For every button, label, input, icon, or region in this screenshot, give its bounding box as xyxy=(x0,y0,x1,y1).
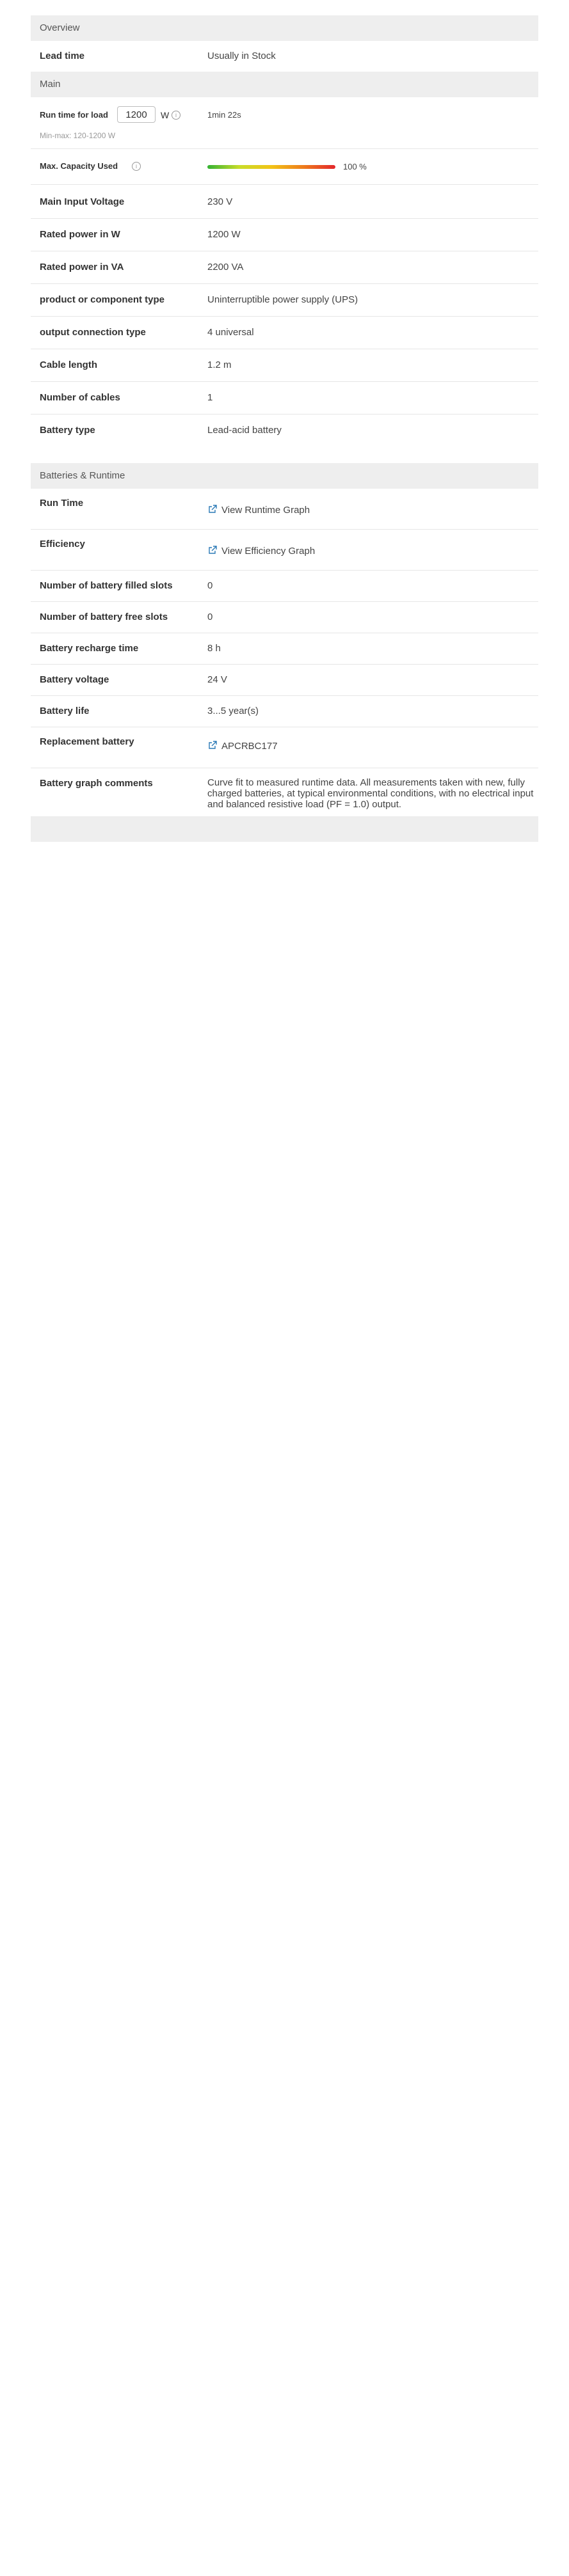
runtime-load-input[interactable] xyxy=(117,106,156,123)
spec-value: Usually in Stock xyxy=(207,51,276,61)
spec-label: Battery life xyxy=(40,706,90,716)
spec-row xyxy=(31,415,538,446)
external-link-icon xyxy=(207,504,218,514)
spec-label: Number of cables xyxy=(40,392,120,403)
spec-row xyxy=(31,382,538,414)
spec-value: 0 xyxy=(207,580,213,591)
divider xyxy=(31,148,538,149)
spec-label: Number of battery free slots xyxy=(40,612,168,622)
spec-row xyxy=(31,284,538,316)
spec-value: 230 V xyxy=(207,196,233,207)
runtime-result: 1min 22s xyxy=(207,110,241,120)
runtime-minmax: Min-max: 120-1200 W xyxy=(40,131,116,140)
spec-row-run-time xyxy=(31,489,538,529)
spec-row xyxy=(31,349,538,381)
spec-value: 1.2 m xyxy=(207,360,232,370)
spec-row xyxy=(31,317,538,349)
spec-value: 3...5 year(s) xyxy=(207,706,259,716)
spec-value: 4 universal xyxy=(207,327,254,338)
view-runtime-graph-label: View Runtime Graph xyxy=(221,505,310,516)
runtime-for-load-label: Run time for load xyxy=(40,110,108,120)
spec-label: output connection type xyxy=(40,327,146,338)
section-header-main: Main xyxy=(31,72,538,97)
spec-row xyxy=(31,571,538,601)
spec-value: 0 xyxy=(207,612,213,622)
spec-row xyxy=(31,186,538,218)
spec-label: Number of battery filled slots xyxy=(40,580,173,591)
max-capacity-value: 100 % xyxy=(343,162,367,171)
spec-value: Lead-acid battery xyxy=(207,425,282,436)
spec-row xyxy=(31,251,538,283)
view-efficiency-graph-label: View Efficiency Graph xyxy=(221,546,316,557)
spec-value: 1 xyxy=(207,392,213,403)
external-link-icon xyxy=(207,545,218,555)
spec-label: Efficiency xyxy=(40,539,85,549)
capacity-bar xyxy=(207,165,335,169)
max-capacity-label: Max. Capacity Used xyxy=(40,161,118,171)
spec-label: Battery voltage xyxy=(40,674,109,685)
spec-row xyxy=(31,665,538,695)
runtime-load-unit: W xyxy=(161,110,170,120)
spec-row-replacement-battery xyxy=(31,727,538,768)
spec-value: 1200 W xyxy=(207,229,241,240)
spec-row-efficiency xyxy=(31,530,538,570)
section-header-overview: Overview xyxy=(31,15,538,41)
info-icon[interactable]: i xyxy=(172,111,180,120)
info-icon[interactable]: i xyxy=(132,162,141,171)
spec-label: Cable length xyxy=(40,360,98,370)
section-header-general xyxy=(31,816,538,842)
spec-row-lead-time xyxy=(31,41,538,72)
replacement-battery-link[interactable] xyxy=(207,740,534,752)
section-header-batteries-runtime: Batteries & Runtime xyxy=(31,463,538,489)
spec-label: Run Time xyxy=(40,498,84,509)
capacity-bar-fill xyxy=(207,165,335,169)
replacement-battery-label: APCRBC177 xyxy=(221,741,278,752)
external-link-icon xyxy=(207,740,218,750)
spec-value: Curve fit to measured runtime data. All measurements taken with new, fully charged batteries, at typical environmental conditions, with no electrical input and balanced resistive load (PF = 1.0) output. xyxy=(207,777,534,810)
spec-label: Main Input Voltage xyxy=(40,196,125,207)
spec-value: 8 h xyxy=(207,643,221,654)
spec-row xyxy=(31,696,538,727)
spec-label: Lead time xyxy=(40,51,85,61)
spec-row-battery-graph-comments xyxy=(31,768,538,816)
spec-row xyxy=(31,219,538,251)
spec-row xyxy=(31,602,538,633)
spec-value: Uninterruptible power supply (UPS) xyxy=(207,294,358,305)
spec-label: Battery graph comments xyxy=(40,778,153,789)
spec-value: 24 V xyxy=(207,674,227,685)
spec-row xyxy=(31,633,538,664)
view-efficiency-graph-link[interactable] xyxy=(207,545,534,557)
spec-label: Battery type xyxy=(40,425,95,436)
spec-value: 2200 VA xyxy=(207,262,244,273)
spec-label: Battery recharge time xyxy=(40,643,139,654)
spec-label: Rated power in W xyxy=(40,229,120,240)
divider xyxy=(31,184,538,185)
view-runtime-graph-link[interactable] xyxy=(207,504,534,516)
spec-label: product or component type xyxy=(40,294,164,305)
spec-label: Replacement battery xyxy=(40,736,134,747)
spec-label: Rated power in VA xyxy=(40,262,124,273)
